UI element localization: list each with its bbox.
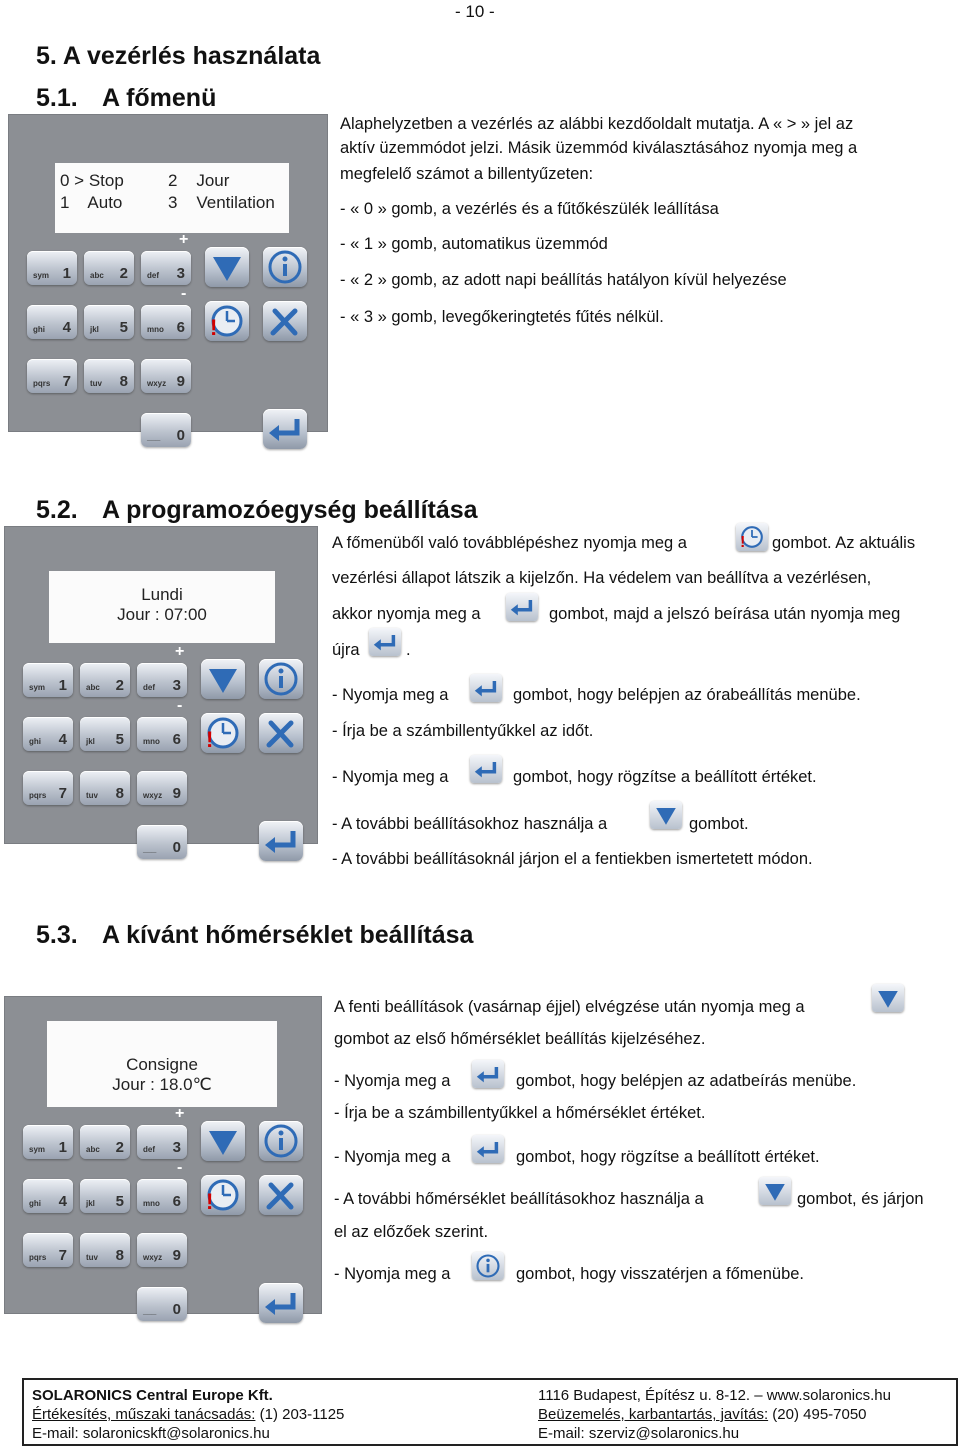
key-letters: mno (143, 1199, 160, 1208)
lcd-line-2: Jour : 07:00 (117, 605, 207, 624)
p53-bullet5: el az előzőek szerint. (334, 1223, 489, 1241)
lcd-row2-left: 1 Auto (60, 193, 123, 212)
down-arrow-icon (205, 247, 249, 287)
down-arrow-icon (650, 801, 682, 829)
enter-icon (506, 593, 538, 621)
enter-icon (472, 1135, 504, 1163)
section-5-1-title: A főmenü (102, 84, 217, 112)
key-6-button[interactable] (137, 1179, 187, 1213)
key-9-button[interactable] (137, 1233, 187, 1267)
down-arrow-button[interactable] (201, 659, 245, 699)
p52-bullet3-a: - Nyomja meg a (332, 768, 449, 786)
key-number: 7 (58, 785, 67, 802)
enter-icon (263, 409, 307, 449)
p52-bullet5: - A további beállításoknál járjon el a fentiekben ismertetett módon. (332, 850, 813, 868)
enter-icon-glyph (470, 674, 502, 702)
key-number: 2 (115, 1139, 124, 1156)
enter-icon (470, 674, 502, 702)
p53-line2: gombot az első hőmérséklet beállítás kijelzéséhez. (334, 1030, 706, 1048)
key-letters: sym (29, 683, 46, 692)
footer-email-service: E-mail: szerviz@solaronics.hu (538, 1425, 740, 1442)
p52-line1-a: A főmenüből való továbblépéshez nyomja meg a (332, 534, 687, 552)
key-number: 4 (58, 731, 67, 748)
p53-bullet4-b: gombot, és járjon (797, 1190, 924, 1208)
footer-service-phone: (20) 495-7050 (768, 1406, 867, 1423)
key-letters: pqrs (29, 791, 47, 800)
key-letters: abc (90, 271, 104, 280)
clock-icon (201, 1175, 245, 1215)
key-3-button[interactable] (141, 251, 191, 285)
key-9-button[interactable] (141, 359, 191, 393)
down-arrow-icon-glyph (650, 801, 682, 829)
key-4-button[interactable] (27, 305, 77, 339)
key-8-button[interactable] (80, 1233, 130, 1267)
info-icon (259, 1121, 303, 1161)
plus-label: + (179, 231, 189, 248)
enter-icon-glyph (470, 755, 502, 783)
key-8-button[interactable] (80, 771, 130, 805)
key-number: 6 (172, 731, 181, 748)
footer-address: 1116 Budapest, Építész u. 8-12. – www.solaronics.hu (538, 1387, 891, 1404)
key-letters: mno (143, 737, 160, 746)
p52-line1-b: gombot. Az aktuális (772, 534, 916, 552)
minus-label: - (177, 697, 183, 714)
p52-bullet1-b: gombot, hogy belépjen az órabeállítás menübe. (513, 686, 861, 704)
key-number: 7 (58, 1247, 67, 1264)
lcd-display (49, 571, 275, 643)
svg-text:!: ! (206, 727, 214, 752)
mode-1-line: - « 1 » gomb, automatikus üzemmód (340, 235, 608, 253)
key-number: 3 (172, 677, 181, 694)
section-5-1-number: 5.1. (36, 84, 78, 112)
p53-bullet6-b: gombot, hogy visszatérjen a főmenübe. (516, 1265, 805, 1283)
key-letters: wxyz (143, 791, 163, 800)
key-6-button[interactable] (137, 717, 187, 751)
info-button[interactable] (259, 659, 303, 699)
info-icon (472, 1252, 504, 1280)
key-number: 5 (119, 319, 128, 336)
lcd-line-2: Jour : 18.0℃ (112, 1075, 212, 1094)
tools-icon (259, 713, 303, 753)
controller-panel-temperature (4, 996, 322, 1318)
key-number: 5 (115, 731, 124, 748)
p52-bullet3-b: gombot, hogy rögzítse a beállított értéket. (513, 768, 817, 786)
key-number: 4 (58, 1193, 67, 1210)
down-arrow-button[interactable] (205, 247, 249, 287)
section-5-3-title: A kívánt hőmérséklet beállítása (102, 921, 474, 949)
key-letters: jkl (86, 1199, 95, 1208)
p53-bullet2: - Írja be a számbillentyűkkel a hőmérséklet értéket. (334, 1104, 706, 1122)
enter-button[interactable] (259, 1283, 303, 1323)
key-8-button[interactable] (84, 359, 134, 393)
p52-line3-b: gombot, majd a jelszó beírása után nyomja meg (549, 605, 901, 623)
lcd-row2-right: 3 Ventilation (168, 193, 275, 212)
p53-bullet1-a: - Nyomja meg a (334, 1072, 451, 1090)
key-number: 8 (115, 1247, 124, 1264)
key-letters: tuv (86, 791, 98, 800)
tools-icon (263, 301, 307, 341)
tools-icon (259, 1175, 303, 1215)
key-number: 8 (115, 785, 124, 802)
info-button[interactable] (263, 247, 307, 287)
key-7-button[interactable] (27, 359, 77, 393)
key-number: 9 (176, 373, 185, 390)
p52-line3-a: akkor nyomja meg a (332, 605, 481, 623)
key-letters: ___ (143, 845, 157, 854)
key-7-button[interactable] (23, 1233, 73, 1267)
key-4-button[interactable] (23, 1179, 73, 1213)
key-9-button[interactable] (137, 771, 187, 805)
key-5-button[interactable] (80, 1179, 130, 1213)
key-letters: sym (33, 271, 50, 280)
footer-sales-label: Értékesítés, műszaki tanácsadás: (32, 1406, 256, 1423)
p53-bullet3-b: gombot, hogy rögzítse a beállított értéket. (516, 1148, 820, 1166)
svg-text:!: ! (210, 315, 218, 340)
lcd-line-1: Lundi (141, 585, 183, 604)
key-number: 0 (176, 427, 185, 444)
key-number: 3 (176, 265, 185, 282)
key-number: 6 (176, 319, 185, 336)
down-arrow-icon (872, 984, 904, 1012)
mode-2-line: - « 2 » gomb, az adott napi beállítás hatályon kívül helyezése (340, 271, 787, 289)
key-letters: jkl (86, 737, 95, 746)
p52-line2: vezérlési állapot látszik a kijelzőn. Ha védelem van beállítva a vezérlésen, (332, 569, 872, 587)
footer-service-label: Beüzemelés, karbantartás, javítás: (538, 1406, 769, 1423)
key-letters: tuv (86, 1253, 98, 1262)
p52-bullet1-a: - Nyomja meg a (332, 686, 449, 704)
lcd-display (47, 1021, 277, 1107)
footer-company: SOLARONICS Central Europe Kft. (32, 1387, 273, 1404)
key-number: 2 (115, 677, 124, 694)
section-5-title: 5. A vezérlés használata (36, 42, 321, 70)
p52-bullet2: - Írja be a számbillentyűkkel az időt. (332, 722, 594, 740)
key-number: 4 (62, 319, 71, 336)
key-letters: ghi (33, 325, 45, 334)
lcd-row1-right: 2 Jour (168, 171, 230, 190)
section-5-2-number: 5.2. (36, 496, 78, 524)
down-arrow-icon (201, 659, 245, 699)
enter-icon (470, 755, 502, 783)
key-3-button[interactable] (137, 1125, 187, 1159)
key-number: 0 (172, 839, 181, 856)
enter-icon-glyph (506, 593, 538, 621)
key-2-button[interactable] (80, 663, 130, 697)
intro-line-3: megfelelő számot a billentyűzeten: (340, 165, 594, 183)
key-letters: def (143, 1145, 155, 1154)
svg-text:!: ! (740, 533, 746, 551)
down-arrow-icon (759, 1177, 791, 1205)
clock-icon (736, 523, 768, 551)
key-1-button[interactable] (27, 251, 77, 285)
key-number: 8 (119, 373, 128, 390)
info-icon (259, 659, 303, 699)
key-number: 6 (172, 1193, 181, 1210)
key-1-button[interactable] (23, 1125, 73, 1159)
p52-line4-b: . (406, 641, 411, 659)
key-letters: mno (147, 325, 164, 334)
p53-line1: A fenti beállítások (vasárnap éjjel) elvégzése után nyomja meg a (334, 998, 805, 1016)
section-5-3-number: 5.3. (36, 921, 78, 949)
p53-bullet3-a: - Nyomja meg a (334, 1148, 451, 1166)
clock-icon-glyph (736, 523, 768, 551)
lcd-display (55, 163, 289, 233)
key-letters: jkl (90, 325, 99, 334)
key-number: 9 (172, 1247, 181, 1264)
page-number: - 10 - (455, 2, 495, 21)
minus-label: - (181, 285, 187, 302)
key-2-button[interactable] (80, 1125, 130, 1159)
clock-button[interactable] (205, 301, 249, 341)
key-7-button[interactable] (23, 771, 73, 805)
key-number: 1 (58, 1139, 67, 1156)
mode-0-line: - « 0 » gomb, a vezérlés és a fűtőkészülék leállítása (340, 200, 719, 218)
clock-button[interactable] (201, 713, 245, 753)
key-2-button[interactable] (84, 251, 134, 285)
controller-panel-main-menu (8, 114, 328, 444)
controller-panel-clock (4, 526, 318, 856)
enter-button[interactable] (263, 409, 307, 449)
intro-line-2: aktív üzemmódot jelzi. Másik üzemmód kiválasztásához nyomja meg a (340, 139, 858, 157)
lcd-row1-left: 0 > Stop (60, 171, 124, 190)
clock-icon (201, 713, 245, 753)
key-letters: abc (86, 683, 100, 692)
clock-icon (205, 301, 249, 341)
key-letters: tuv (90, 379, 102, 388)
svg-text:!: ! (206, 1189, 214, 1214)
info-button[interactable] (259, 1121, 303, 1161)
settings-button[interactable] (259, 713, 303, 753)
key-letters: ___ (147, 433, 161, 442)
p52-bullet4-b: gombot. (689, 815, 749, 833)
enter-icon (472, 1060, 504, 1088)
info-icon (263, 247, 307, 287)
key-6-button[interactable] (141, 305, 191, 339)
p52-bullet4-a: - A további beállításokhoz használja a (332, 815, 608, 833)
key-number: 9 (172, 785, 181, 802)
footer-sales-phone: (1) 203-1125 (255, 1406, 345, 1423)
key-number: 5 (115, 1193, 124, 1210)
key-letters: def (143, 683, 155, 692)
key-letters: ghi (29, 737, 41, 746)
key-letters: pqrs (33, 379, 51, 388)
settings-button[interactable] (263, 301, 307, 341)
footer-email-sales: E-mail: solaronicskft@solaronics.hu (32, 1425, 270, 1442)
p53-bullet6-a: - Nyomja meg a (334, 1265, 451, 1283)
key-number: 1 (58, 677, 67, 694)
p53-bullet1-b: gombot, hogy belépjen az adatbeírás menübe. (516, 1072, 857, 1090)
minus-label: - (177, 1159, 183, 1176)
key-letters: def (147, 271, 159, 280)
page-footer (22, 1378, 958, 1446)
intro-line-1: Alaphelyzetben a vezérlés az alábbi kezdőoldalt mutatja. A « > » jel az (340, 115, 854, 133)
info-icon-glyph (472, 1252, 504, 1280)
enter-icon-glyph (369, 628, 401, 656)
key-number: 7 (62, 373, 71, 390)
p52-line4-a: újra (332, 641, 360, 659)
key-5-button[interactable] (84, 305, 134, 339)
section-5-2-title: A programozóegység beállítása (102, 496, 478, 524)
key-1-button[interactable] (23, 663, 73, 697)
key-letters: ghi (29, 1199, 41, 1208)
key-4-button[interactable] (23, 717, 73, 751)
key-letters: ___ (143, 1307, 157, 1316)
key-number: 2 (119, 265, 128, 282)
key-number: 1 (62, 265, 71, 282)
key-0-button[interactable] (137, 825, 187, 859)
p53-bullet4-a: - A további hőmérséklet beállításokhoz használja a (334, 1190, 704, 1208)
down-arrow-icon-glyph (759, 1177, 791, 1205)
enter-icon (369, 628, 401, 656)
key-3-button[interactable] (137, 663, 187, 697)
key-letters: pqrs (29, 1253, 47, 1262)
enter-icon-glyph (472, 1060, 504, 1088)
key-number: 3 (172, 1139, 181, 1156)
enter-button[interactable] (259, 821, 303, 861)
key-number: 0 (172, 1301, 181, 1318)
key-0-button[interactable] (137, 1287, 187, 1321)
lcd-line-1: Consigne (126, 1055, 198, 1074)
key-letters: wxyz (147, 379, 167, 388)
enter-icon (259, 821, 303, 861)
key-letters: sym (29, 1145, 46, 1154)
settings-button[interactable] (259, 1175, 303, 1215)
mode-3-line: - « 3 » gomb, levegőkeringtetés fűtés nélkül. (340, 308, 664, 326)
enter-icon-glyph (472, 1135, 504, 1163)
down-arrow-icon-glyph (872, 984, 904, 1012)
key-letters: abc (86, 1145, 100, 1154)
key-5-button[interactable] (80, 717, 130, 751)
plus-label: + (175, 643, 185, 660)
enter-icon (259, 1283, 303, 1323)
key-letters: wxyz (143, 1253, 163, 1262)
down-arrow-icon (201, 1121, 245, 1161)
clock-button[interactable] (201, 1175, 245, 1215)
plus-label: + (175, 1105, 185, 1122)
down-arrow-button[interactable] (201, 1121, 245, 1161)
key-0-button[interactable] (141, 413, 191, 447)
